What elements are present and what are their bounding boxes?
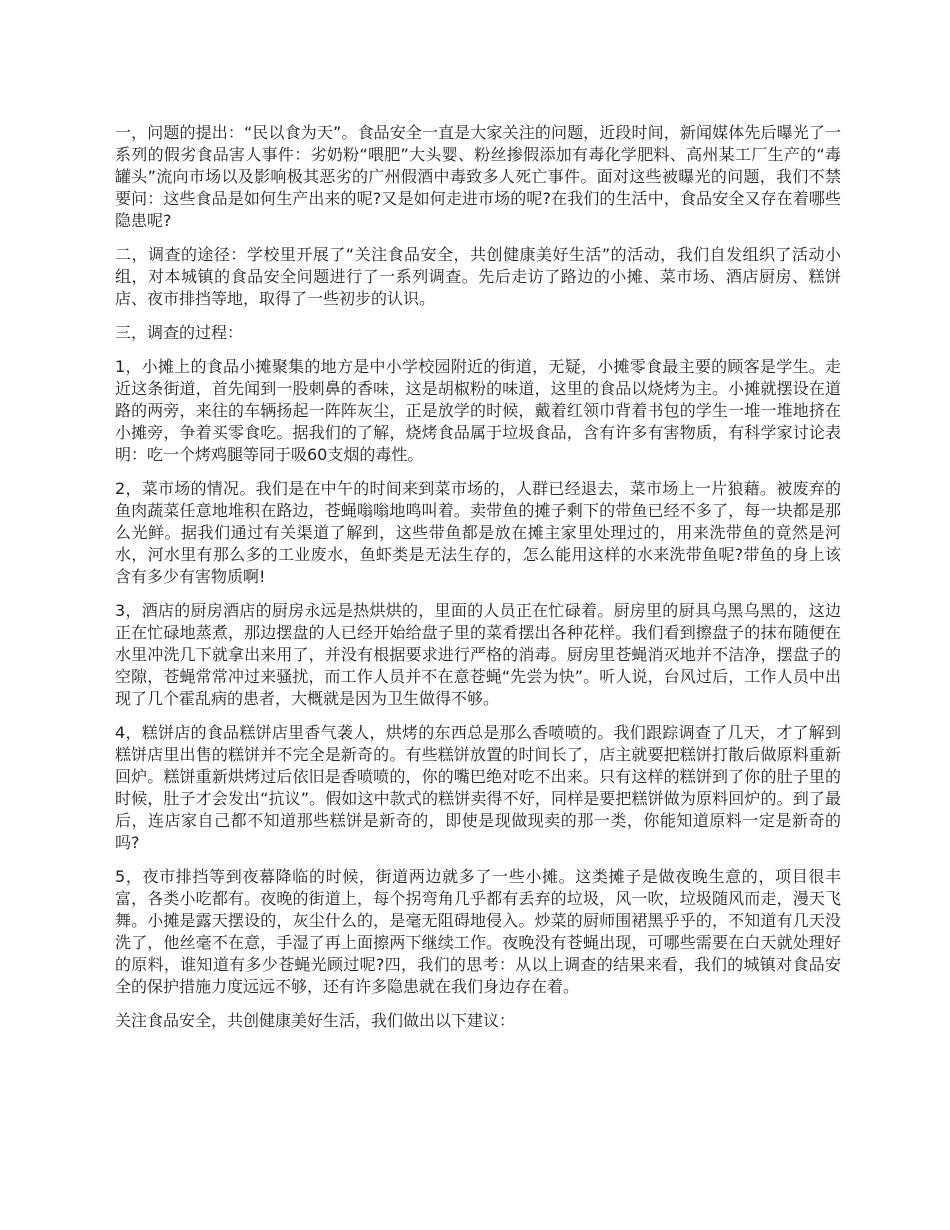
paragraph-survey-approach: 二，调查的途径：学校里开展了“关注食品安全，共创健康美好生活”的活动，我们自发组织了活动小组，对本城镇的食品安全问题进行了一系列调查。先后走访了路边的小摊、菜市场、酒店厨房、糕饼店、夜市排挡等地，取得了一些初步的认识。 [115, 245, 841, 308]
paragraph-pastry-shop: 4，糕饼店的食品糕饼店里香气袭人，烘烤的东西总是那么香喷喷的。我们跟踪调查了几天，才了解到糕饼店里出售的糕饼并不完全是新奇的。有些糕饼放置的时间长了，店主就要把糕饼打散后做原料重新回炉。糕饼重新烘烤过后依旧是香喷喷的，你的嘴巴绝对吃不出来。只有这样的糕饼到了你的肚子里的时候，肚子才会发出“抗议”。假如这中款式的糕饼卖得不好，同样是要把糕饼做为原料回炉的。到了最后，连店家自己都不知道那些糕饼是新奇的，即使是现做现卖的那一类，你能知道原料一定是新奇的吗? [115, 723, 841, 852]
paragraph-hotel-kitchen: 3，酒店的厨房酒店的厨房永远是热烘烘的，里面的人员正在忙碌着。厨房里的厨具乌黑乌黑的，这边正在忙碌地蒸煮，那边摆盘的人已经开始给盘子里的菜肴摆出各种花样。我们看到擦盘子的抹布随便在水里冲洗几下就拿出来用了，并没有根据要求进行严格的消毒。厨房里苍蝇消灭地并不洁净，摆盘子的空隙，苍蝇常常冲过来骚扰，而工作人员并不在意苍蝇“先尝为快”。听人说，台风过后，工作人员中出现了几个霍乱病的患者，大概就是因为卫生做得不够。 [115, 601, 841, 708]
paragraph-street-stalls: 1，小摊上的食品小摊聚集的地方是中小学校园附近的街道，无疑，小摊零食最主要的顾客是学生。走近这条街道，首先闻到一股刺鼻的香味，这是胡椒粉的味道，这里的食品以烧烤为主。小摊就摆设在道路的两旁，来往的车辆扬起一阵阵灰尘，正是放学的时候，戴着红领巾背着书包的学生一堆一堆地挤在小摊旁，争着买零食吃。据我们的了解，烧烤食品属于垃圾食品，含有许多有害物质，有科学家讨论表明：吃一个烤鸡腿等同于吸60支烟的毒性。 [115, 357, 841, 464]
paragraph-suggestions-intro: 关注食品安全，共创健康美好生活，我们做出以下建议： [115, 1011, 516, 1030]
paragraph-survey-process-heading: 三，调查的过程： [115, 323, 244, 342]
paragraph-night-market: 5，夜市排挡等到夜幕降临的时候，街道两边就多了一些小摊。这类摊子是做夜晚生意的，项目很丰富，各类小吃都有。夜晚的街道上，每个拐弯角几乎都有丢弃的垃圾，风一吹，垃圾随风而走，漫天飞舞。小摊是露天摆设的，灰尘什么的，是毫无阻碍地侵入。炒菜的厨师围裙黑乎乎的，不知道有几天没洗了，他丝毫不在意，手湿了再上面擦两下继续工作。夜晚没有苍蝇出现，可哪些需要在白天就处理好的原料，谁知道有多少苍蝇光顾过呢?四，我们的思考：从以上调查的结果来看，我们的城镇对食品安全的保护措施力度远远不够，还有许多隐患就在我们身边存在着。 [115, 867, 841, 996]
paragraph-vegetable-market: 2，菜市场的情况。我们是在中午的时间来到菜市场的，人群已经退去，菜市场上一片狼藉。被废弃的鱼肉蔬菜任意地堆积在路边，苍蝇嗡嗡地鸣叫着。卖带鱼的摊子剩下的带鱼已经不多了，每一块都是那么光鲜。据我们通过有关渠道了解到，这些带鱼都是放在摊主家里处理过的，用来洗带鱼的竟然是河水，河水里有那么多的工业废水，鱼虾类是无法生存的，怎么能用这样的水来洗带鱼呢?带鱼的身上该含有多少有害物质啊! [115, 479, 841, 586]
paragraph-problem-statement: 一，问题的提出：“民以食为天”。食品安全一直是大家关注的问题，近段时间，新闻媒体先后曝光了一系列的假劣食品害人事件：劣奶粉“喂肥”大头婴、粉丝掺假添加有毒化学肥料、高州某工厂生产的“毒罐头”流向市场以及影响极其恶劣的广州假酒中毒致多人死亡事件。面对这些被曝光的问题，我们不禁要问：这些食品是如何生产出来的呢?又是如何走进市场的呢?在我们的生活中，食品安全又存在着哪些隐患呢? [115, 123, 841, 230]
document-body [115, 122, 841, 1044]
